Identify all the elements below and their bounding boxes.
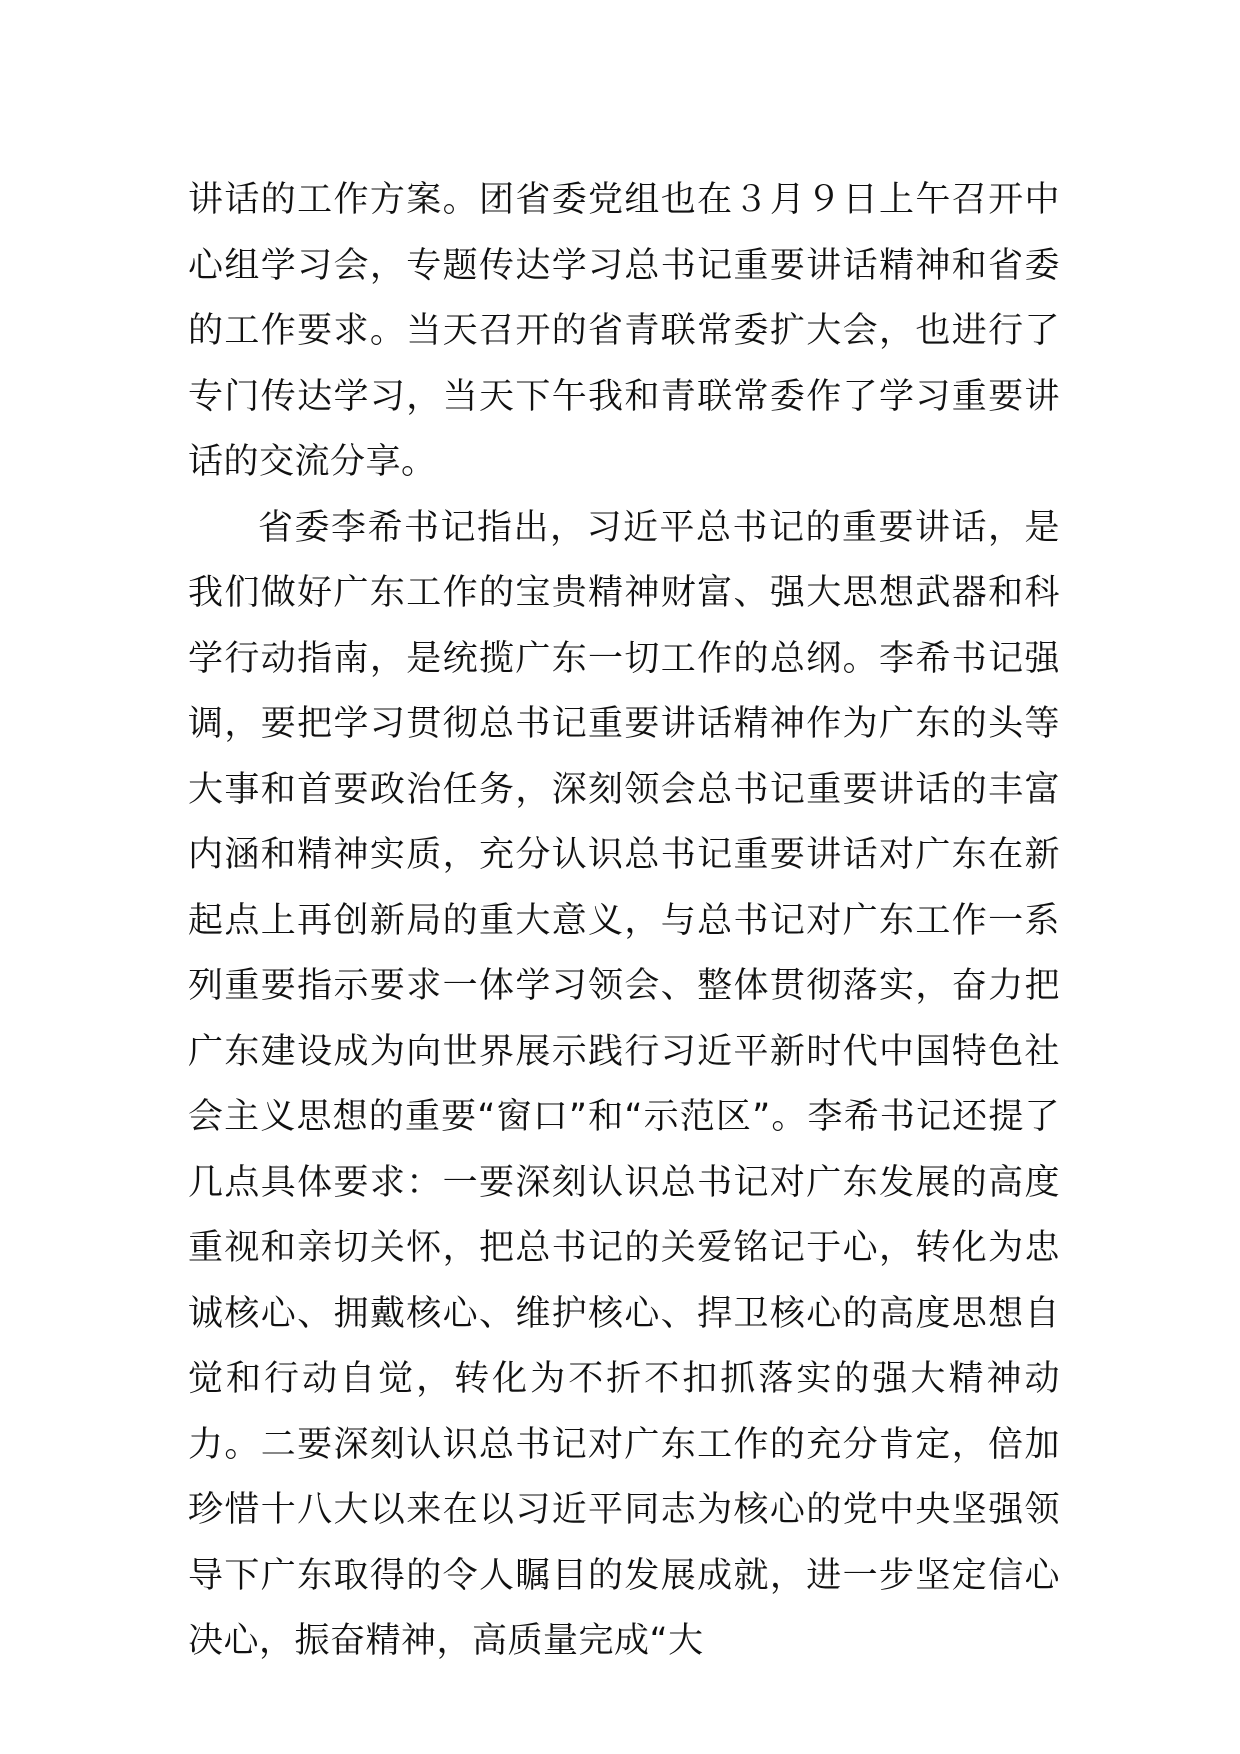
paragraph-1: 讲话的工作方案。团省委党组也在３月９日上午召开中心组学习会，专题传达学习总书记重要讲话精神和省委的工作要求。当天召开的省青联常委扩大会，也进行了专门传达学习，当天下午我和青联常委作了学习重要讲话的交流分享。 xyxy=(188,180,1060,482)
document-body xyxy=(188,168,1060,1675)
paragraph-2: 省委李希书记指出，习近平总书记的重要讲话，是我们做好广东工作的宝贵精神财富、强大思想武器和科学行动指南，是统揽广东一切工作的总纲。李希书记强调，要把学习贯彻总书记重要讲话精神作为广东的头等大事和首要政治任务，深刻领会总书记重要讲话的丰富内涵和精神实质，充分认识总书记重要讲话对广东在新起点上再创新局的重大意义，与总书记对广东工作一系列重要指示要求一体学习领会、整体贯彻落实，奋力把广东建设成为向世界展示践行习近平新时代中国特色社会主义思想的重要“窗口”和“示范区”。李希书记还提了几点具体要求：一要深刻认识总书记对广东发展的高度重视和亲切关怀，把总书记的关爱铭记于心，转化为忠诚核心、拥戴核心、维护核心、捍卫核心的高度思想自觉和行动自觉，转化为不折不扣抓落实的强大精神动力。二要深刻认识总书记对广东工作的充分肯定，倍加珍惜十八大以来在以习近平同志为核心的党中央坚强领导下广东取得的令人瞩目的发展成就，进一步坚定信心决心，振奋精神，高质量完成“大 xyxy=(188,507,1060,1661)
